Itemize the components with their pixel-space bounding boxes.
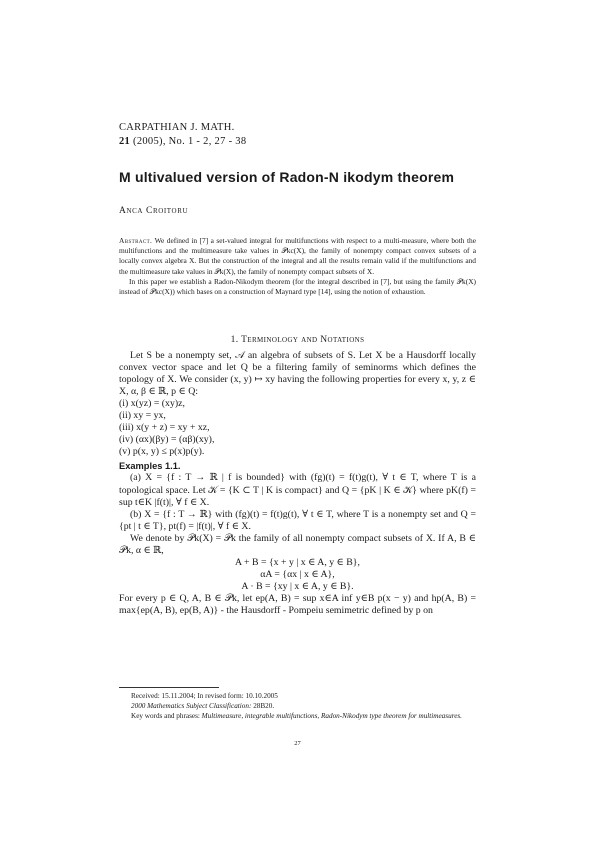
property-list <box>119 398 476 458</box>
property-item: (iv) (αx)(βy) = (αβ)(xy), <box>119 434 215 446</box>
footnote-received: Received: 15.11.2004; In revised form: 10.10.2005 <box>131 692 278 700</box>
footnote-rule <box>119 687 219 688</box>
abstract-label: Abstract. <box>119 236 153 245</box>
property-item: (i) x(yz) = (xy)z, <box>119 398 185 410</box>
property-item: (iii) x(y + z) = xy + xz, <box>119 422 210 434</box>
abstract-paragraph-2: In this paper we establish a Radon-Nikodym theorem (for the integral described in [7], but using the family 𝒫k(X) instead of 𝒫kc(X)) which bases on a construction of Maynard type [14], using the notion of exhaustion. <box>119 276 476 297</box>
abstract-text-1: We defined in [7] a set-valued integral for multifunctions with respect to a multi-measure, where both the multifunctions and the multimeasure take values in 𝒫kc(X), the family of nonempty compact convex subsets of a locally convex algebra X. But the construction of the integral and all the results remain valid if the multifunctions and the multimeasure take values in 𝒫k(X), the family of nonempty compact subsets of X. <box>119 236 476 276</box>
abstract-paragraph-1 <box>119 236 476 277</box>
section-heading: 1. Terminology and Notations <box>230 335 365 345</box>
footnote <box>119 691 476 721</box>
property-item: (ii) xy = yx, <box>119 410 166 422</box>
display-equation-sum: A + B = {x + y | x ∈ A, y ∈ B}, <box>235 556 360 568</box>
journal-volume: 21 <box>119 136 131 147</box>
journal-header <box>119 121 246 149</box>
intro-paragraph: Let S be a nonempty set, 𝒜 an algebra of subsets of S. Let X be a Hausdorff locally convex vector space and let Q be a filtering family of seminorms which defines the topology of X. We consider (x, y) ↦ xy having the following properties for every x, y, z ∈ X, α, β ∈ ℝ, p ∈ Q: <box>119 350 476 398</box>
example-a: (a) X = {f : T → ℝ | f is bounded} with (fg)(t) = f(t)g(t), ∀ t ∈ T, where T is a topological space. Let 𝒦 = {K ⊂ T | K is compact} and Q = {pK | K ∈ 𝒦} where pK(f) = sup t∈K |f(t)|, ∀ f ∈ X. <box>119 472 476 508</box>
hausdorff-paragraph: For every p ∈ Q, A, B ∈ 𝒫k, let ep(A, B) = sup x∈A inf y∈B p(x − y) and hp(A, B) = max{ep(A, B), ep(B, A)} - the Hausdorff - Pompeiu semimetric defined by p on <box>119 592 476 616</box>
journal-volume-line <box>119 135 246 149</box>
footnote-keywords-value: Multimeasure, integrable multifunctions, Radon-Nikodym type theorem for multimeasures. <box>199 712 462 720</box>
page-number: 27 <box>294 740 301 747</box>
footnote-msc-label: 2000 Mathematics Subject Classification: <box>131 702 252 710</box>
property-item: (v) p(x, y) ≤ p(x)p(y). <box>119 446 205 458</box>
body-text <box>119 350 476 617</box>
examples-heading: Examples 1.1. <box>119 461 181 472</box>
author-name: Anca Croitoru <box>119 206 189 216</box>
abstract <box>119 236 476 297</box>
footnote-msc <box>119 701 476 711</box>
display-equation-scalar: αA = {αx | x ∈ A}, <box>260 568 335 580</box>
footnote-keywords-label: Key words and phrases: <box>131 712 200 720</box>
example-b: (b) X = {f : T → ℝ} with (fg)(t) = f(t)g(t), ∀ t ∈ T, where T is a nonempty set and Q = {pt | t ∈ T}, pt(f) = |f(t)|, ∀ f ∈ X. <box>119 508 476 532</box>
denote-paragraph: We denote by 𝒫k(X) = 𝒫k the family of all nonempty compact subsets of X. If A, B ∈ 𝒫k, α ∈ ℝ, <box>119 532 476 556</box>
footnote-keywords <box>119 711 476 721</box>
journal-issue: (2005), No. 1 - 2, 27 - 38 <box>130 136 247 147</box>
paper-title: M ultivalued version of Radon-N ikodym theorem <box>119 169 455 185</box>
display-equation-product: A · B = {xy | x ∈ A, y ∈ B}. <box>241 580 354 592</box>
footnote-msc-value: 28B20. <box>251 702 275 710</box>
journal-name: CARPATHIAN J. MATH. <box>119 122 235 133</box>
